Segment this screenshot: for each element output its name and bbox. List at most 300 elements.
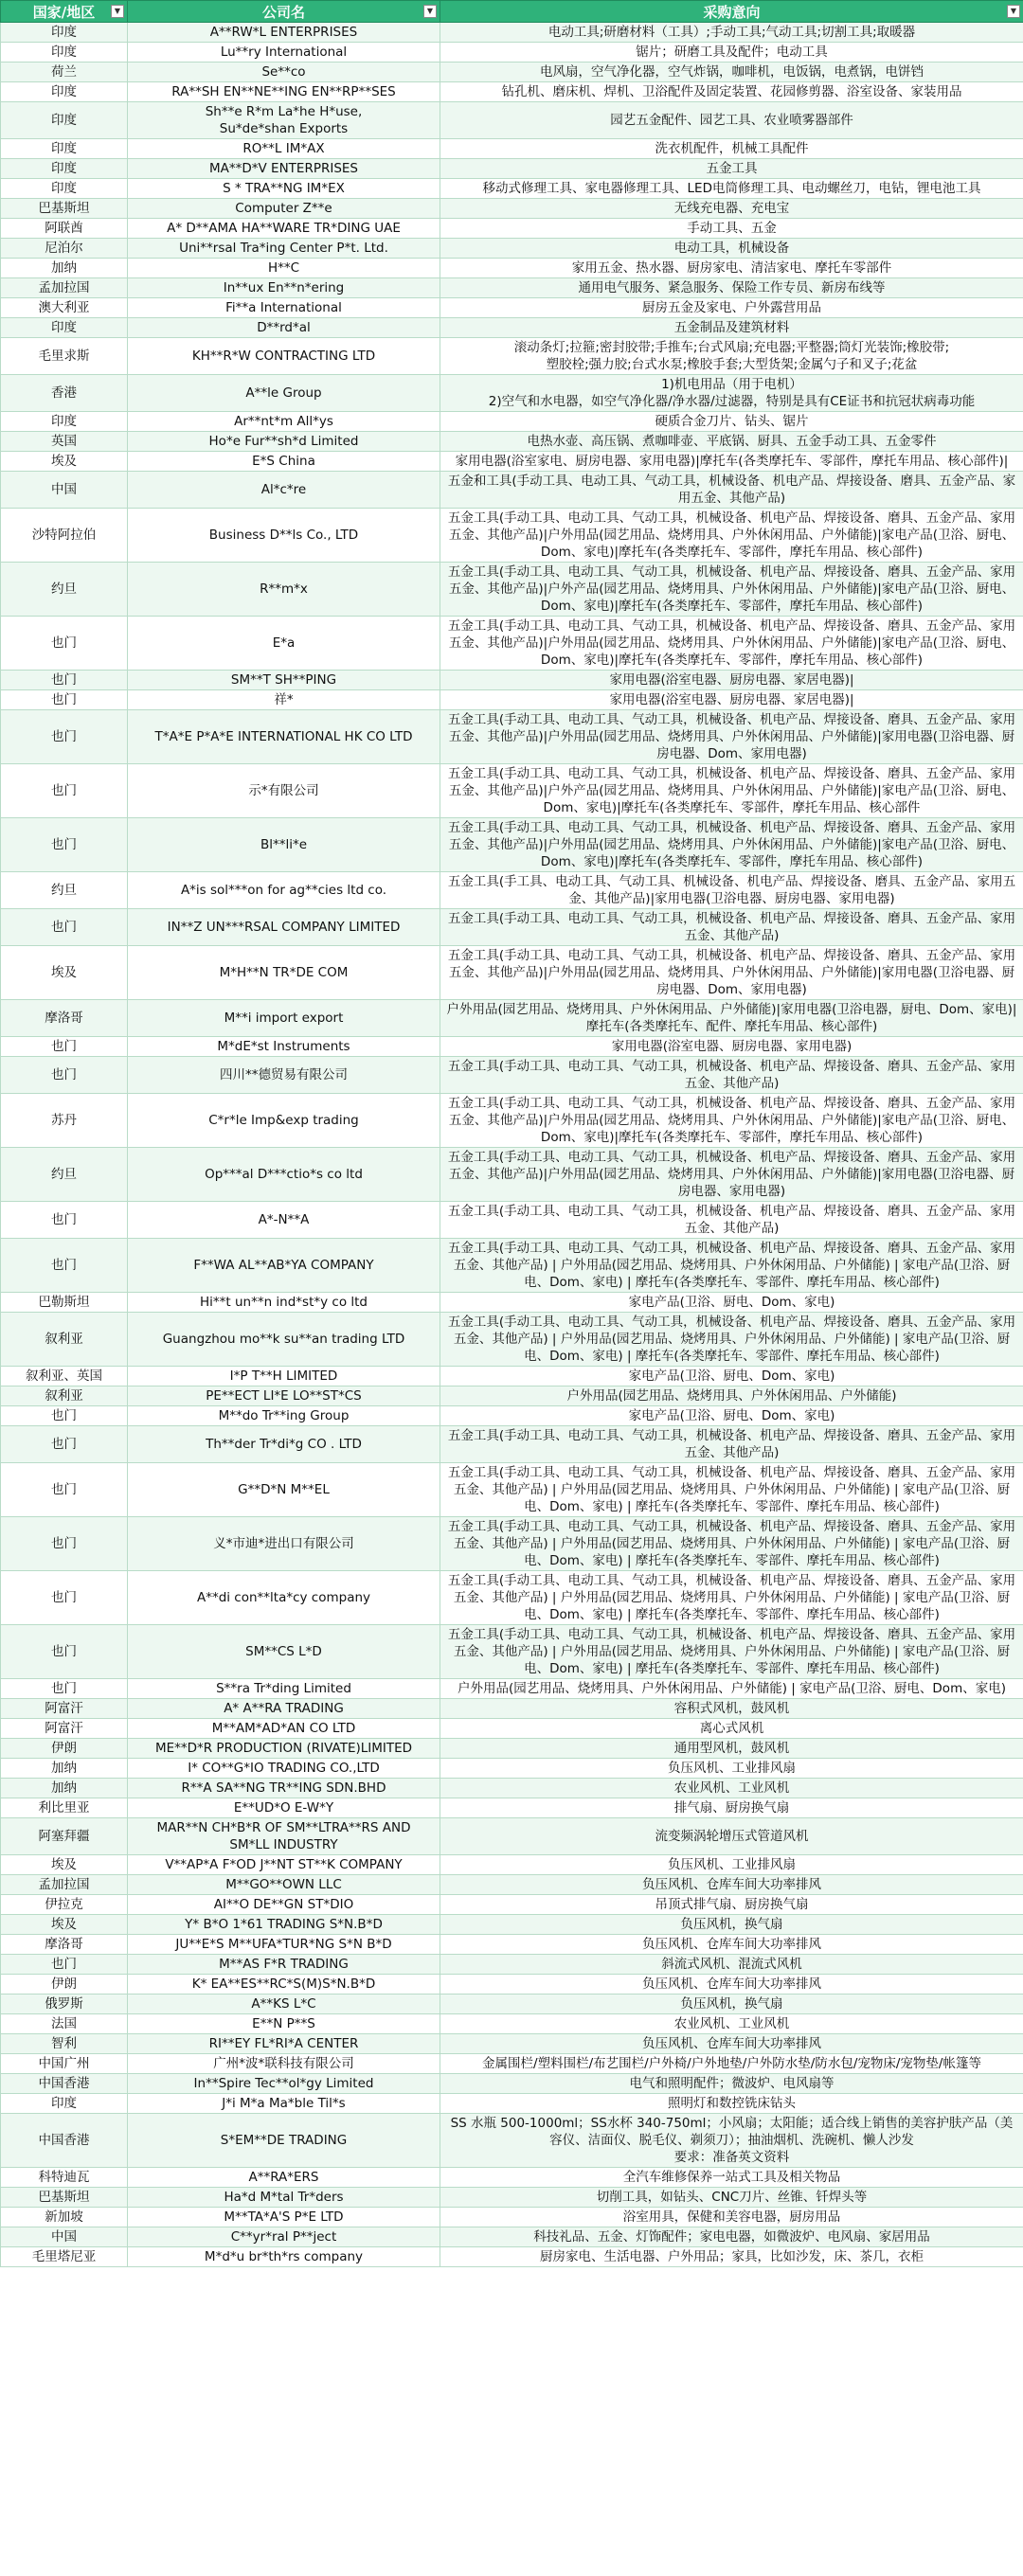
cell-intent[interactable]: 五金工具(手动工具、电动工具、气动工具，机械设备、机电产品、焊接设备、磨具、五金产品、家用五金、其他产品)|户外用品(园艺用品、烧烤用具、户外休闲用品、户外储能)|家电产品(卫浴、厨电、Dom、家电)|摩托车(各类摩托车、零部件，摩托车用品、核心部件) [440,617,1023,671]
column-header-label: 公司名 [261,3,305,21]
cell-country[interactable]: 香港 [1,375,128,412]
table-row [1,2208,1023,2227]
cell-intent[interactable]: 家用电器(浴室家电、厨房电器、家用电器)|摩托车(各类摩托车、零部件，摩托车用品、核心部件)| [440,452,1023,472]
cell-intent[interactable]: 负压风机、工业排风扇 [440,1855,1023,1875]
table-row [1,1798,1023,1818]
cell-company[interactable]: Guangzhou mo**k su**an trading LTD [128,1313,440,1367]
cell-intent[interactable]: 五金工具(手动工具、电动工具、气动工具，机械设备、机电产品、焊接设备、磨具、五金产品、家用五金、其他产品)|户外用品(园艺用品、烧烤用具、户外休闲用品、户外储能)|家电产品(卫浴、厨电、Dom、家电)|摩托车(各类摩托车、零部件，摩托车用品、核心部件) [440,1094,1023,1148]
cell-intent[interactable]: 负压风机、仓库车间大功率排风 [440,1875,1023,1895]
table-row [1,63,1023,82]
cell-company[interactable]: KH**R*W CONTRACTING LTD [128,338,440,375]
cell-country[interactable]: 伊朗 [1,1975,128,1995]
cell-company[interactable]: Al*c*re [128,472,440,509]
cell-company[interactable]: MAR**N CH*B*R OF SM**LTRA**RS AND SM*LL INDUSTRY [128,1818,440,1855]
cell-intent[interactable]: 家用电器(浴室电器、厨房电器、家居电器)| [440,690,1023,710]
header-row [1,1,1023,23]
cell-intent[interactable]: 五金工具(手动工具、电动工具、气动工具，机械设备、机电产品、焊接设备、磨具、五金产品、家用五金、其他产品) | 户外用品(园艺用品、烧烤用具、户外休闲用品、户外储能) | 家电产品(卫浴、厨电、Dom、家电) | 摩托车(各类摩托车、零部件、摩托车用品、核心部件) [440,1625,1023,1679]
table-row [1,1367,1023,1386]
cell-company[interactable]: A**RW*L ENTERPRISES [128,23,440,43]
cell-country[interactable]: 利比里亚 [1,1798,128,1818]
cell-country[interactable]: 俄罗斯 [1,1995,128,2014]
column-header-company[interactable] [128,1,440,23]
cell-intent[interactable]: 五金工具 [440,159,1023,179]
cell-country[interactable]: 加纳 [1,1759,128,1779]
cell-country[interactable]: 也门 [1,764,128,818]
cell-company[interactable]: I* CO**G*IO TRADING CO.,LTD [128,1759,440,1779]
cell-country[interactable]: 巴基斯坦 [1,2188,128,2208]
cell-intent[interactable]: 五金工具(手动工具、电动工具、气动工具，机械设备、机电产品、焊接设备、磨具、五金产品、家用五金、其他产品)|户外用品(园艺用品、烧烤用具、户外休闲用品、户外储能)|家用电器(卫浴电器、厨房电器、Dom、家用电器) [440,946,1023,1000]
table-row [1,690,1023,710]
cell-company[interactable]: Lu**ry International [128,43,440,63]
cell-company[interactable]: In**ux En**n*ering [128,278,440,298]
table-row [1,1313,1023,1367]
table-row [1,1915,1023,1935]
table-row [1,1293,1023,1313]
cell-country[interactable]: 阿富汗 [1,1699,128,1719]
column-header-country[interactable] [1,1,128,23]
cell-country[interactable]: 伊朗 [1,1739,128,1759]
cell-country[interactable]: 英国 [1,432,128,452]
cell-company[interactable]: G**D*N M**EL [128,1463,440,1517]
cell-company[interactable]: Op***al D***ctio*s co ltd [128,1148,440,1202]
table-row [1,1719,1023,1739]
cell-company[interactable]: Ha*d M*tal Tr*ders [128,2188,440,2208]
cell-company[interactable]: M**GO**OWN LLC [128,1875,440,1895]
cell-intent[interactable]: 农业风机、工业风机 [440,1779,1023,1798]
cell-intent[interactable]: 排气扇、厨房换气扇 [440,1798,1023,1818]
table-row [1,472,1023,509]
table-row [1,1875,1023,1895]
cell-country[interactable]: 印度 [1,412,128,432]
cell-intent[interactable]: 照明灯和数控铣床钻头 [440,2094,1023,2114]
dropdown-arrow-icon[interactable]: ▼ [1007,5,1020,18]
cell-country[interactable]: 加纳 [1,1779,128,1798]
cell-company[interactable]: M*d*u br*th*rs company [128,2247,440,2267]
cell-company[interactable]: M**TA*A'S P*E LTD [128,2208,440,2227]
cell-company[interactable]: 广州*波*联科技有限公司 [128,2054,440,2074]
cell-country[interactable]: 印度 [1,179,128,199]
cell-country[interactable]: 也门 [1,1426,128,1463]
cell-intent[interactable]: 五金工具(手动工具、电动工具、气动工具，机械设备、机电产品、焊接设备、磨具、五金产品、家用五金、其他产品)|户外产品(园艺用品、烧烤用具、户外休闲用品、户外储能)|家电产品(卫浴、厨电、Dom、家电)|摩托车(各类摩托车、零部件，摩托车用品、核心部件) [440,563,1023,617]
table-row [1,278,1023,298]
cell-company[interactable]: F**WA AL**AB*YA COMPANY [128,1239,440,1293]
cell-intent[interactable]: 离心式风机 [440,1719,1023,1739]
cell-intent[interactable]: 科技礼品、五金、灯饰配件；家电电器，如微波炉、电风扇、家居用品 [440,2227,1023,2247]
cell-intent[interactable]: 五金工具(手动工具、电动工具、气动工具，机械设备、机电产品、焊接设备、磨具、五金产品、家用五金、其他产品)|户外用品(园艺用品、烧烤用具、户外休闲用品、户外储能)|家用电器(卫浴电器、厨房电器、Dom、家用电器) [440,710,1023,764]
cell-intent[interactable]: 负压风机，换气扇 [440,1915,1023,1935]
cell-country[interactable]: 中国香港 [1,2074,128,2094]
cell-company[interactable]: M**AM*AD*AN CO LTD [128,1719,440,1739]
cell-company[interactable]: E**N P**S [128,2014,440,2034]
cell-company[interactable]: M**i import export [128,1000,440,1037]
cell-country[interactable]: 印度 [1,23,128,43]
cell-intent[interactable]: 厨房家电、生活电器、户外用品；家具，比如沙发，床、茶几，衣柜 [440,2247,1023,2267]
table-row [1,1625,1023,1679]
cell-country[interactable]: 也门 [1,1625,128,1679]
cell-country[interactable]: 也门 [1,1037,128,1057]
cell-country[interactable]: 巴基斯坦 [1,199,128,219]
cell-country[interactable]: 印度 [1,43,128,63]
cell-country[interactable]: 印度 [1,2094,128,2114]
table-row [1,23,1023,43]
cell-country[interactable]: 中国广州 [1,2054,128,2074]
cell-company[interactable]: E*a [128,617,440,671]
table-row [1,1995,1023,2014]
cell-intent[interactable]: 户外用品(园艺用品、烧烤用具、户外休闲用品、户外储能) [440,1386,1023,1406]
table-row [1,1386,1023,1406]
cell-intent[interactable]: SS 水瓶 500-1000ml；SS水杯 340-750ml；小风扇；太阳能；适合线上销售的美容护肤产品（美容仪、洁面仪、脱毛仪、剃须刀）；抽油烟机、洗碗机、懒人沙发 要求：准备英文资料 [440,2114,1023,2168]
cell-company[interactable]: A* D**AMA HA**WARE TR*DING UAE [128,219,440,239]
cell-company[interactable]: 示*有限公司 [128,764,440,818]
table-row [1,318,1023,338]
table-row [1,1571,1023,1625]
cell-country[interactable]: 摩洛哥 [1,1935,128,1955]
cell-intent[interactable]: 斜流式风机、混流式风机 [440,1955,1023,1975]
cell-country[interactable]: 科特迪瓦 [1,2168,128,2188]
table-row [1,139,1023,159]
cell-company[interactable]: Business D**ls Co., LTD [128,509,440,563]
cell-company[interactable]: S * TRA**NG IM*EX [128,179,440,199]
cell-company[interactable]: H**C [128,259,440,278]
cell-intent[interactable]: 五金工具(手动工具、电动工具、气动工具，机械设备、机电产品、焊接设备、磨具、五金产品、家用五金、其他产品) | 户外用品(园艺用品、烧烤用具、户外休闲用品、户外储能) | 家电产品(卫浴、厨电、Dom、家电) | 摩托车(各类摩托车、零部件、摩托车用品、核心部件) [440,1571,1023,1625]
table-row [1,102,1023,139]
cell-country[interactable]: 摩洛哥 [1,1000,128,1037]
cell-country[interactable]: 阿联酋 [1,219,128,239]
cell-company[interactable]: Uni**rsal Tra*ing Center P*t. Ltd. [128,239,440,259]
cell-country[interactable]: 印度 [1,82,128,102]
cell-company[interactable]: R**m*x [128,563,440,617]
cell-intent[interactable]: 负压风机、工业排风扇 [440,1759,1023,1779]
table-row [1,2014,1023,2034]
cell-intent[interactable]: 五金工具(手动工具、电动工具、气动工具，机械设备、机电产品、焊接设备、磨具、五金产品、家用五金、其他产品)|户外用品(园艺用品、烧烤用具、户外休闲用品、户外储能)|家电产品(卫浴、厨电、Dom、家电)|摩托车(各类摩托车、零部件，摩托车用品、核心部件) [440,509,1023,563]
cell-country[interactable]: 巴勒斯坦 [1,1293,128,1313]
table-row [1,375,1023,412]
cell-company[interactable]: SM**T SH**PING [128,671,440,690]
table-row [1,872,1023,909]
table-row [1,1699,1023,1719]
cell-intent[interactable]: 通用型风机，鼓风机 [440,1739,1023,1759]
cell-company[interactable]: SM**CS L*D [128,1625,440,1679]
cell-country[interactable]: 中国 [1,2227,128,2247]
cell-country[interactable]: 也门 [1,1057,128,1094]
table-row [1,338,1023,375]
table-row [1,764,1023,818]
cell-company[interactable]: S**ra Tr*ding Limited [128,1679,440,1699]
cell-country[interactable]: 阿富汗 [1,1719,128,1739]
cell-country[interactable]: 叙利亚、英国 [1,1367,128,1386]
cell-country[interactable]: 叙利亚 [1,1386,128,1406]
cell-company[interactable]: Fi**a International [128,298,440,318]
table-row [1,946,1023,1000]
cell-intent[interactable]: 电气和照明配件；微波炉、电风扇等 [440,2074,1023,2094]
cell-intent[interactable]: 洗衣机配件，机械工具配件 [440,139,1023,159]
table-row [1,1779,1023,1798]
cell-intent[interactable]: 负压风机，换气扇 [440,1995,1023,2014]
cell-intent[interactable]: 电风扇，空气净化器，空气炸锅，咖啡机，电饭锅，电煮锅，电饼铛 [440,63,1023,82]
cell-intent[interactable]: 五金工具(手动工具、电动工具、气动工具，机械设备、机电产品、焊接设备、磨具、五金产品、家用五金、其他产品)|户外产品(园艺用品、烧烤用具、户外休闲用品、户外储能)|家电产品(卫浴、厨电、Dom、家电)|摩托车(各类摩托车、零部件，摩托车用品、核心部件 [440,764,1023,818]
cell-intent[interactable]: 户外用品(园艺用品、烧烤用具、户外休闲用品、户外储能) | 家电产品(卫浴、厨电、Dom、家电) [440,1679,1023,1699]
cell-company[interactable]: IN**Z UN***RSAL COMPANY LIMITED [128,909,440,946]
table-row [1,43,1023,63]
table-row [1,298,1023,318]
cell-company[interactable]: M*dE*st Instruments [128,1037,440,1057]
cell-company[interactable]: A* A**RA TRADING [128,1699,440,1719]
table-row [1,159,1023,179]
table-row [1,1057,1023,1094]
cell-country[interactable]: 也门 [1,1955,128,1975]
cell-company[interactable]: C*r*le Imp&exp trading [128,1094,440,1148]
cell-country[interactable]: 埃及 [1,1855,128,1875]
dropdown-arrow-icon[interactable]: ▼ [423,5,437,18]
cell-intent[interactable]: 五金工具(手动工具、电动工具、气动工具，机械设备、机电产品、焊接设备、磨具、五金产品、家用五金、其他产品) | 户外用品(园艺用品、烧烤用具、户外休闲用品、户外储能) | 家电产品(卫浴、厨电、Dom、家电) | 摩托车(各类摩托车、零部件、摩托车用品、核心部件) [440,1463,1023,1517]
cell-intent[interactable]: 五金工具(手动工具、电动工具、气动工具，机械设备、机电产品、焊接设备、磨具、五金产品、家用五金、其他产品) | 户外用品(园艺用品、烧烤用具、户外休闲用品、户外储能) | 家电产品(卫浴、厨电、Dom、家电) | 摩托车(各类摩托车、零部件、摩托车用品、核心部件) [440,1517,1023,1571]
cell-intent[interactable]: 家电产品(卫浴、厨电、Dom、家电) [440,1367,1023,1386]
table-row [1,1406,1023,1426]
table-row [1,617,1023,671]
cell-country[interactable]: 也门 [1,1517,128,1571]
cell-intent[interactable]: 通用电气服务、紧急服务、保险工作专员、新房布线等 [440,278,1023,298]
table-row [1,82,1023,102]
cell-country[interactable]: 阿塞拜疆 [1,1818,128,1855]
cell-company[interactable]: 义*市迪*进出口有限公司 [128,1517,440,1571]
cell-country[interactable]: 加纳 [1,259,128,278]
cell-intent[interactable]: 五金和工具(手动工具、电动工具、气动工具，机械设备、机电产品、焊接设备、磨具、五金产品、家用五金、其他产品) [440,472,1023,509]
cell-country[interactable]: 也门 [1,1202,128,1239]
cell-company[interactable]: M*H**N TR*DE COM [128,946,440,1000]
cell-country[interactable]: 也门 [1,1571,128,1625]
cell-country[interactable]: 也门 [1,671,128,690]
cell-company[interactable]: Y* B*O 1*61 TRADING S*N.B*D [128,1915,440,1935]
table-row [1,1463,1023,1517]
cell-country[interactable]: 埃及 [1,946,128,1000]
cell-country[interactable]: 也门 [1,1463,128,1517]
cell-country[interactable]: 毛里塔尼亚 [1,2247,128,2267]
cell-company[interactable]: AI**O DE**GN ST*DIO [128,1895,440,1915]
table-row [1,1955,1023,1975]
cell-intent[interactable]: 五金工具(手动工具、电动工具、气动工具，机械设备、机电产品、焊接设备、磨具、五金产品、家用五金、其他产品)|户外用品(园艺用品、烧烤用具、户外休闲用品、户外储能)|家电产品(卫浴、厨电、Dom、家电)|摩托车(各类摩托车、零部件，摩托车用品、核心部件) [440,818,1023,872]
cell-country[interactable]: 智利 [1,2034,128,2054]
cell-country[interactable]: 孟加拉国 [1,1875,128,1895]
cell-company[interactable]: Th**der Tr*di*g CO . LTD [128,1426,440,1463]
table-row [1,1517,1023,1571]
cell-company[interactable]: MA**D*V ENTERPRISES [128,159,440,179]
cell-intent[interactable]: 家电产品(卫浴、厨电、Dom、家电) [440,1406,1023,1426]
cell-company[interactable]: 四川**德贸易有限公司 [128,1057,440,1094]
cell-intent[interactable]: 园艺五金配件、园艺工具、农业喷雾器部件 [440,102,1023,139]
cell-intent[interactable]: 家用电器(浴室电器、厨房电器、家居电器)| [440,671,1023,690]
cell-country[interactable]: 伊拉克 [1,1895,128,1915]
cell-intent[interactable]: 电动工具，机械设备 [440,239,1023,259]
cell-company[interactable]: Se**co [128,63,440,82]
table-row [1,1679,1023,1699]
table-row [1,2227,1023,2247]
cell-company[interactable]: E*S China [128,452,440,472]
cell-intent[interactable]: 五金工具(手动工具、电动工具、气动工具，机械设备、机电产品、焊接设备、磨具、五金产品、家用五金、其他产品) [440,1426,1023,1463]
cell-company[interactable]: E**UD*O E-W*Y [128,1798,440,1818]
cell-company[interactable]: Sh**e R*m La*he H*use, Su*de*shan Exports [128,102,440,139]
cell-company[interactable]: R**A SA**NG TR**ING SDN.BHD [128,1779,440,1798]
cell-company[interactable]: 祥* [128,690,440,710]
table-row [1,710,1023,764]
cell-country[interactable]: 约旦 [1,872,128,909]
table-row [1,1818,1023,1855]
cell-company[interactable]: C**yr*ral P**ject [128,2227,440,2247]
cell-intent[interactable]: 容积式风机，鼓风机 [440,1699,1023,1719]
cell-company[interactable]: V**AP*A F*OD J**NT ST**K COMPANY [128,1855,440,1875]
cell-intent[interactable]: 硬质合金刀片、钻头、锯片 [440,412,1023,432]
cell-company[interactable]: Computer Z**e [128,199,440,219]
cell-intent[interactable]: 五金工具(手动工具、电动工具、气动工具，机械设备、机电产品、焊接设备、磨具、五金产品、家用五金、其他产品) | 户外用品(园艺用品、烧烤用具、户外休闲用品、户外储能) | 家电产品(卫浴、厨电、Dom、家电) | 摩托车(各类摩托车、零部件、摩托车用品、核心部件) [440,1313,1023,1367]
cell-intent[interactable]: 无线充电器、充电宝 [440,199,1023,219]
table-row [1,2188,1023,2208]
cell-country[interactable]: 新加坡 [1,2208,128,2227]
cell-country[interactable]: 印度 [1,139,128,159]
cell-company[interactable]: In**Spire Tec**ol*gy Limited [128,2074,440,2094]
table-row [1,2034,1023,2054]
cell-intent[interactable]: 负压风机、仓库车间大功率排风 [440,1975,1023,1995]
cell-intent[interactable]: 五金制品及建筑材料 [440,318,1023,338]
table-row [1,2094,1023,2114]
cell-company[interactable]: T*A*E P*A*E INTERNATIONAL HK CO LTD [128,710,440,764]
cell-country[interactable]: 埃及 [1,1915,128,1935]
table-row [1,671,1023,690]
cell-country[interactable]: 澳大利亚 [1,298,128,318]
table-row [1,2054,1023,2074]
cell-country[interactable]: 约旦 [1,563,128,617]
cell-intent[interactable]: 1)机电用品（用于电机） 2)空气和水电器，如空气净化器/净水器/过滤器，特别是具有CE证书和抗冠状病毒功能 [440,375,1023,412]
cell-country[interactable]: 尼泊尔 [1,239,128,259]
cell-intent[interactable]: 五金工具(手动工具、电动工具、气动工具，机械设备、机电产品、焊接设备、磨具、五金产品、家用五金、其他产品)|户外用品(园艺用品、烧烤用具、户外休闲用品、户外储能)|家用电器(卫浴电器、厨房电器、家用电器) [440,1148,1023,1202]
table-row [1,909,1023,946]
cell-intent[interactable]: 移动式修理工具、家电器修理工具、LED电筒修理工具、电动螺丝刀，电钻，锂电池工具 [440,179,1023,199]
table-row [1,1426,1023,1463]
cell-country[interactable]: 印度 [1,318,128,338]
cell-company[interactable]: JU**E*S M**UFA*TUR*NG S*N B*D [128,1935,440,1955]
cell-intent[interactable]: 家电产品(卫浴、厨电、Dom、家电) [440,1293,1023,1313]
cell-intent[interactable]: 户外用品(园艺用品、烧烤用具、户外休闲用品、户外储能)|家用电器(卫浴电器，厨电、Dom、家电)|摩托车(各类摩托车、配件、摩托车用品、核心部件) [440,1000,1023,1037]
cell-company[interactable]: A*-N**A [128,1202,440,1239]
cell-company[interactable]: Hi**t un**n ind*st*y co ltd [128,1293,440,1313]
table-row [1,432,1023,452]
cell-intent[interactable]: 负压风机、仓库车间大功率排风 [440,1935,1023,1955]
cell-intent[interactable]: 锯片；研磨工具及配件；电动工具 [440,43,1023,63]
cell-country[interactable]: 也门 [1,1239,128,1293]
cell-company[interactable]: K* EA**ES**RC*S(M)S*N.B*D [128,1975,440,1995]
cell-intent[interactable]: 流变频涡轮增压式管道风机 [440,1818,1023,1855]
table-row [1,818,1023,872]
table-row [1,2074,1023,2094]
cell-country[interactable]: 也门 [1,617,128,671]
cell-company[interactable]: M**AS F*R TRADING [128,1955,440,1975]
table-row [1,1202,1023,1239]
cell-company[interactable]: S*EM**DE TRADING [128,2114,440,2168]
cell-country[interactable]: 也门 [1,1679,128,1699]
table-row [1,239,1023,259]
table-row [1,509,1023,563]
table-row [1,2114,1023,2168]
table-row [1,563,1023,617]
cell-intent[interactable]: 吊顶式排气扇、厨房换气扇 [440,1895,1023,1915]
cell-intent[interactable]: 家用电器(浴室电器、厨房电器、家用电器) [440,1037,1023,1057]
cell-country[interactable]: 孟加拉国 [1,278,128,298]
cell-intent[interactable]: 五金工具(手动工具、电动工具、气动工具，机械设备、机电产品、焊接设备、磨具、五金产品、家用五金、其他产品) [440,909,1023,946]
cell-country[interactable]: 中国香港 [1,2114,128,2168]
cell-company[interactable]: PE**ECT LI*E LO**ST*CS [128,1386,440,1406]
table-row [1,1739,1023,1759]
cell-intent[interactable]: 电热水壶、高压锅、煮咖啡壶、平底锅、厨具、五金手动工具、五金零件 [440,432,1023,452]
cell-company[interactable]: A**KS L*C [128,1995,440,2014]
cell-intent[interactable]: 切削工具，如钻头、CNC刀片、丝锥、钎焊头等 [440,2188,1023,2208]
cell-company[interactable]: A*is sol***on for ag**cies ltd co. [128,872,440,909]
cell-intent[interactable]: 五金工具(手动工具、电动工具、气动工具，机械设备、机电产品、焊接设备、磨具、五金产品、家用五金、其他产品) [440,1057,1023,1094]
cell-company[interactable]: M**do Tr**ing Group [128,1406,440,1426]
cell-intent[interactable]: 滚动条灯;拉箍;密封胶带;手推车;台式风扇;充电器;平整器;筒灯光装饰;橡胶带; 塑胶栓;强力胶;台式水泵;橡胶手套;大型货架;金属勺子和叉子;花盆 [440,338,1023,375]
column-header-intent[interactable] [440,1,1023,23]
cell-company[interactable]: D**rd*al [128,318,440,338]
cell-company[interactable]: I*P T**H LIMITED [128,1367,440,1386]
dropdown-arrow-icon[interactable]: ▼ [111,5,124,18]
cell-company[interactable]: Ar**nt*m All*ys [128,412,440,432]
cell-company[interactable]: RI**EY FL*RI*A CENTER [128,2034,440,2054]
cell-company[interactable]: RA**SH EN**NE**ING EN**RP**SES [128,82,440,102]
cell-intent[interactable]: 家用五金、热水器、厨房家电、清洁家电、摩托车零部件 [440,259,1023,278]
cell-country[interactable]: 荷兰 [1,63,128,82]
cell-intent[interactable]: 钻孔机、磨床机、焊机、卫浴配件及固定装置、花园修剪器、浴室设备、家装用品 [440,82,1023,102]
cell-intent[interactable]: 电动工具;研磨材料（工具）;手动工具;气动工具;切割工具;取暖器 [440,23,1023,43]
cell-intent[interactable]: 五金工具(手动工具、电动工具、气动工具，机械设备、机电产品、焊接设备、磨具、五金产品、家用五金、其他产品) | 户外用品(园艺用品、烧烤用具、户外休闲用品、户外储能) | 家电产品(卫浴、厨电、Dom、家电) | 摩托车(各类摩托车、零部件、摩托车用品、核心部件) [440,1239,1023,1293]
cell-company[interactable]: A**le Group [128,375,440,412]
table-row [1,1239,1023,1293]
cell-intent[interactable]: 浴室用具，保健和美容电器，厨房用品 [440,2208,1023,2227]
table-row [1,2247,1023,2267]
cell-country[interactable]: 也门 [1,818,128,872]
cell-country[interactable]: 叙利亚 [1,1313,128,1367]
cell-country[interactable]: 也门 [1,690,128,710]
cell-country[interactable]: 也门 [1,710,128,764]
cell-company[interactable]: RO**L IM*AX [128,139,440,159]
cell-country[interactable]: 约旦 [1,1148,128,1202]
cell-intent[interactable]: 五金工具(手动工具、电动工具、气动工具，机械设备、机电产品、焊接设备、磨具、五金产品、家用五金、其他产品) [440,1202,1023,1239]
cell-country[interactable]: 法国 [1,2014,128,2034]
table-row [1,179,1023,199]
cell-country[interactable]: 埃及 [1,452,128,472]
cell-company[interactable]: Ho*e Fur**sh*d Limited [128,432,440,452]
cell-company[interactable]: ME**D*R PRODUCTION (RIVATE)LIMITED [128,1739,440,1759]
cell-country[interactable]: 也门 [1,1406,128,1426]
cell-company[interactable]: A**RA*ERS [128,2168,440,2188]
table-body [1,23,1023,2267]
cell-intent[interactable]: 五金工具(手工具、电动工具、气动工具、机械设备、机电产品、焊接设备、磨具、五金产品、家用五金、其他产品)|家用电器(卫浴电器、厨房电器、家用电器) [440,872,1023,909]
cell-company[interactable]: A**di con**lta*cy company [128,1571,440,1625]
cell-intent[interactable]: 金属围栏/塑料围栏/布艺围栏/户外椅/户外地垫/户外防水垫/防水包/宠物床/宠物垫/帐篷等 [440,2054,1023,2074]
cell-intent[interactable]: 负压风机、仓库车间大功率排风 [440,2034,1023,2054]
cell-intent[interactable]: 全汽车维修保养一站式工具及相关物品 [440,2168,1023,2188]
cell-country[interactable]: 印度 [1,102,128,139]
cell-country[interactable]: 毛里求斯 [1,338,128,375]
cell-country[interactable]: 沙特阿拉伯 [1,509,128,563]
table-row [1,1975,1023,1995]
cell-country[interactable]: 中国 [1,472,128,509]
cell-company[interactable]: Bl**li*e [128,818,440,872]
cell-intent[interactable]: 手动工具、五金 [440,219,1023,239]
cell-intent[interactable]: 农业风机、工业风机 [440,2014,1023,2034]
cell-intent[interactable]: 厨房五金及家电、户外露营用品 [440,298,1023,318]
table-row [1,219,1023,239]
cell-country[interactable]: 也门 [1,909,128,946]
cell-company[interactable]: J*i M*a Ma*ble Til*s [128,2094,440,2114]
cell-country[interactable]: 印度 [1,159,128,179]
cell-country[interactable]: 苏丹 [1,1094,128,1148]
